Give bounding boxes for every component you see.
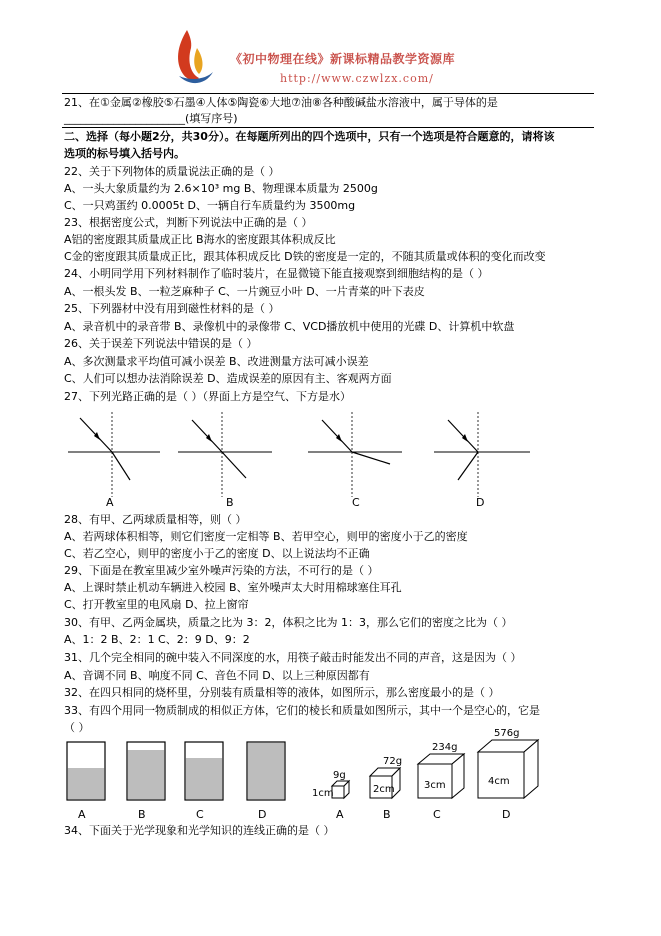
q27-label-b: B <box>226 496 234 509</box>
q29-options-ab: A、上课时禁止机动车辆进入校园 B、室外噪声太大时用棉球塞住耳孔 <box>64 581 402 594</box>
q31-stem: 31、几个完全相同的碗中装入不同深度的水，用筷子敲击时能发出不同的声音，这是因为（ ） <box>64 651 522 664</box>
q30-options: A、1：2 B、2：1 C、2：9 D、9：2 <box>64 633 250 646</box>
q23-options-ab: A铝的密度跟其质量成正比 B海水的密度跟其体积成反比 <box>64 233 336 246</box>
q33-mass-a: 9g <box>333 770 346 781</box>
q28-options-ab: A、若两球体积相等，则它们密度一定相等 B、若甲空心，则甲的密度小于乙的密度 <box>64 530 468 543</box>
q32-beaker-b <box>127 742 165 800</box>
header-url: http://www.czwlzx.com/ <box>280 72 434 85</box>
q33-cube-c <box>418 754 464 798</box>
q31-options: A、音调不同 B、响度不同 C、音色不同 D、以上三种原因都有 <box>64 669 370 682</box>
q27-diagram-b <box>178 412 272 497</box>
section-heading-line1: 二、选择（每小题2分，共30分）。在每题所列出的四个选项中，只有一个选项是符合题意的，请将该 <box>64 130 555 143</box>
section-rule <box>62 127 594 128</box>
q28-stem: 28、有甲、乙两球质量相等，则（ ） <box>64 513 247 526</box>
q32-label-c: C <box>196 808 204 821</box>
q26-stem: 26、关于误差下列说法中错误的是（ ） <box>64 337 258 350</box>
q33-mass-d: 576g <box>494 728 520 739</box>
header-rule <box>62 93 594 94</box>
q33-edge-b: 2cm <box>373 784 395 795</box>
q32-stem: 32、在四只相同的烧杯里，分别装有质量相等的液体，如图所示，那么密度最小的是（ ） <box>64 686 500 699</box>
q23-options-cd: C金的密度跟其质量成正比，跟其体积成反比 D铁的密度是一定的，不随其质量或体积的变化而改变 <box>64 250 546 263</box>
q33-label-c: C <box>433 808 441 821</box>
q22-stem: 22、关于下列物体的质量说法正确的是（ ） <box>64 165 280 178</box>
q24-stem: 24、小明同学用下列材料制作了临时装片，在显微镜下能直接观察到细胞结构的是（ ） <box>64 267 489 280</box>
q27-label-c: C <box>352 496 360 509</box>
q34-stem: 34、下面关于光学现象和光学知识的连线正确的是（ ） <box>64 824 335 837</box>
q27-label-a: A <box>106 496 114 509</box>
q32-label-a: A <box>78 808 86 821</box>
q33-mass-c: 234g <box>432 742 458 753</box>
q33-cube-a <box>332 781 349 798</box>
q33-edge-c: 3cm <box>424 780 446 791</box>
q33-cube-d <box>478 740 538 798</box>
q27-stem: 27、下列光路正确的是（ ）（界面上方是空气、下方是水） <box>64 390 351 403</box>
section-heading-line2: 选项的标号填入括号内。 <box>64 147 185 160</box>
q25-stem: 25、下列器材中没有用到磁性材料的是（ ） <box>64 302 280 315</box>
q33-label-d: D <box>502 808 511 821</box>
q33-stem-line1: 33、有四个用同一物质制成的相似正方体，它们的棱长和质量如图所示，其中一个是空心的，它是 <box>64 704 540 717</box>
q33-figure <box>306 712 546 812</box>
header-title: 《初中物理在线》新课标精品教学资源库 <box>230 52 456 66</box>
q33-label-b: B <box>383 808 391 821</box>
q21-line2: ______________________(填写序号) <box>64 112 238 125</box>
q25-options: A、录音机中的录音带 B、录像机中的录像带 C、VCD播放机中使用的光碟 D、计算机中软盘 <box>64 320 515 333</box>
page-header <box>55 28 615 94</box>
q32-label-d: D <box>258 808 267 821</box>
q33-edge-a: 1cm <box>312 788 334 799</box>
q32-beaker-a <box>67 742 105 800</box>
q22-options-cd: C、一只鸡蛋约 0.0005t D、一辆自行车质量约为 3500mg <box>64 199 356 212</box>
q26-options-ab: A、多次测量求平均值可减小误差 B、改进测量方法可减小误差 <box>64 355 369 368</box>
q30-stem: 30、有甲、乙两金属块，质量之比为 3：2，体积之比为 1：3，那么它们的密度之比为（ ） <box>64 616 513 629</box>
q26-options-cd: C、人们可以想办法消除误差 D、造成误差的原因有主、客观两方面 <box>64 372 392 385</box>
q22-options-ab: A、一头大象质量约为 2.6×10³ mg B、物理课本质量为 2500g <box>64 182 378 195</box>
q27-diagram-c <box>308 412 402 497</box>
q21-line1: 21、在①金属②橡胶⑤石墨④人体⑤陶瓷⑥大地⑦油⑧各种酸碱盐水溶液中，属于导体的是 <box>64 96 498 109</box>
q23-stem: 23、根据密度公式，判断下列说法中正确的是（ ） <box>64 216 313 229</box>
q33-stem-line2: （ ） <box>64 721 90 734</box>
q32-beaker-c <box>185 742 223 800</box>
q27-figure <box>60 412 620 502</box>
logo-flame-icon <box>173 28 213 88</box>
q27-label-d: D <box>476 496 485 509</box>
q32-beaker-d <box>247 742 285 800</box>
q33-edge-d: 4cm <box>488 776 510 787</box>
q32-label-b: B <box>138 808 146 821</box>
q33-label-a: A <box>336 808 344 821</box>
q27-diagram-a <box>68 412 160 497</box>
q32-figure <box>64 738 304 808</box>
q27-diagram-d <box>434 412 530 497</box>
q29-options-cd: C、打开教室里的电风扇 D、拉上窗帘 <box>64 598 249 611</box>
q24-options: A、一根头发 B、一粒芝麻种子 C、一片豌豆小叶 D、一片青菜的叶下表皮 <box>64 285 425 298</box>
q33-mass-b: 72g <box>383 756 403 767</box>
q28-options-cd: C、若乙空心，则甲的密度小于乙的密度 D、以上说法均不正确 <box>64 547 370 560</box>
q29-stem: 29、下面是在教室里减少室外噪声污染的方法，不可行的是（ ） <box>64 564 379 577</box>
